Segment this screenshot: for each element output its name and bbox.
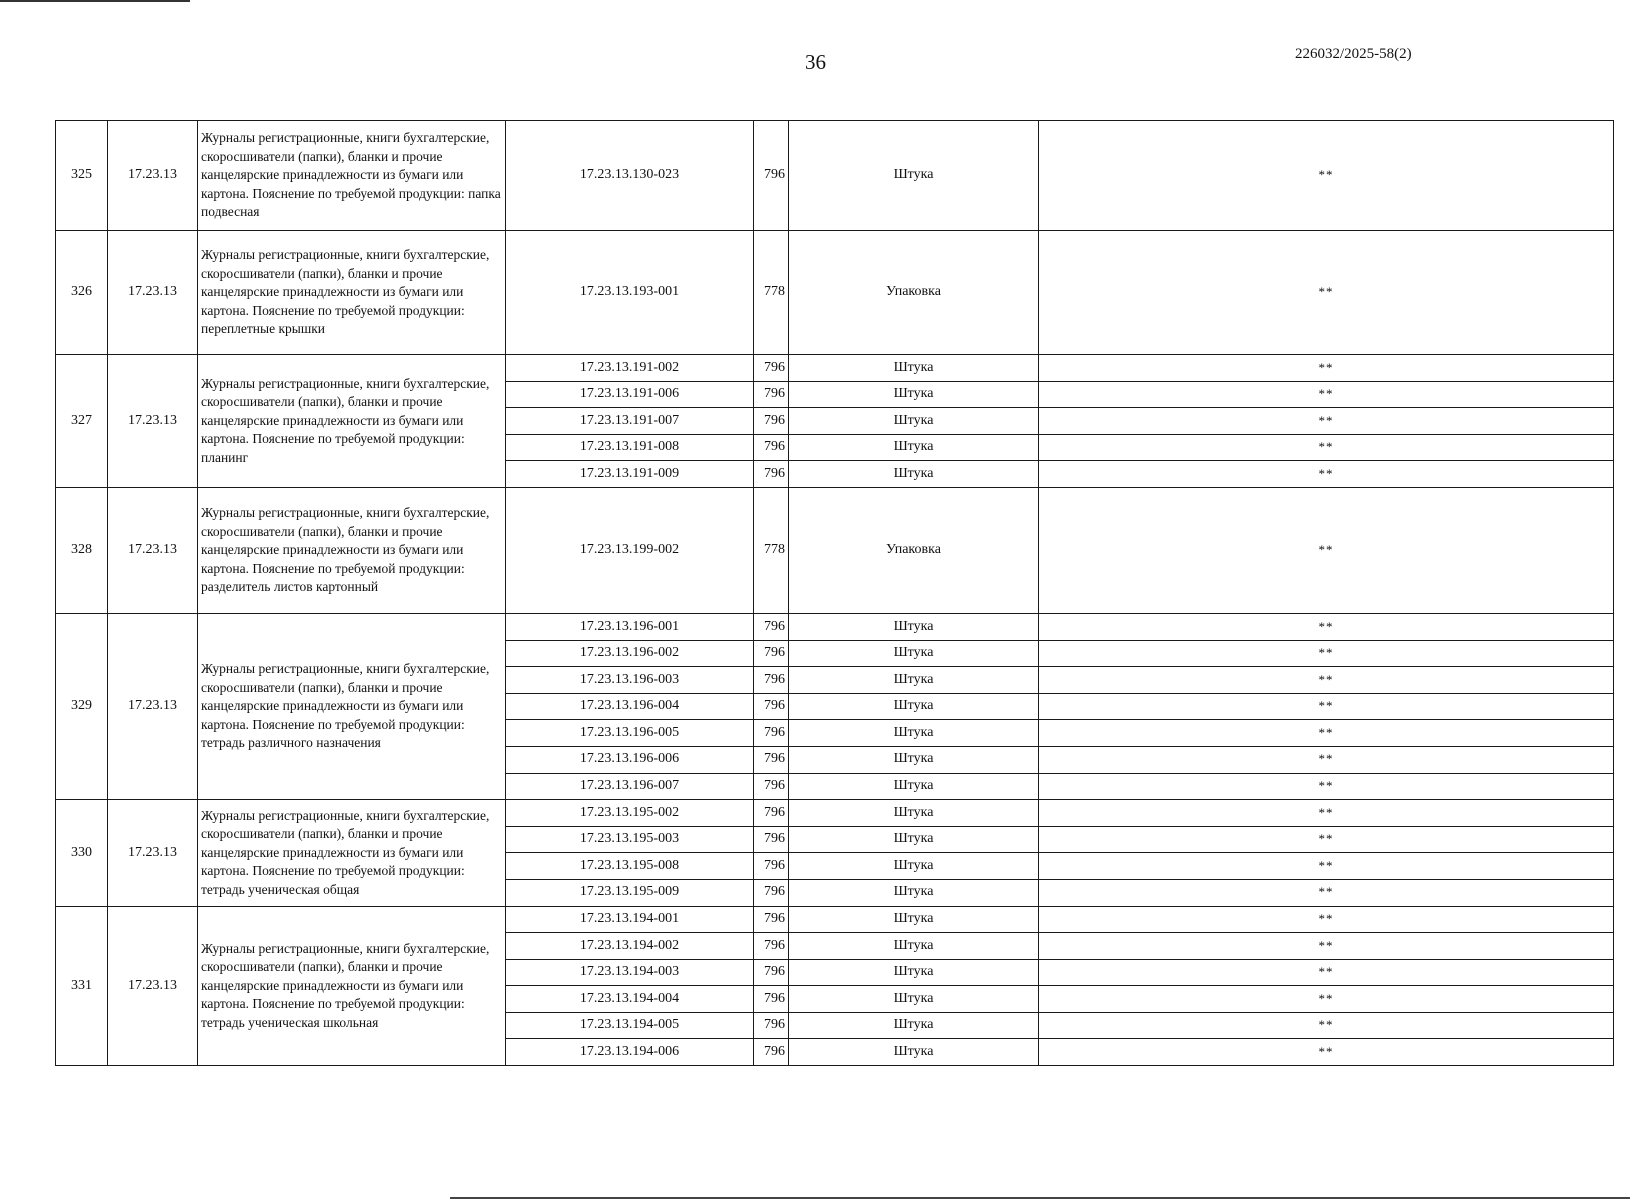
characteristics-cell: ** [1039, 906, 1614, 933]
unit-cell: Штука [789, 640, 1039, 667]
characteristics-cell: ** [1039, 1012, 1614, 1039]
okei-code-cell: 796 [754, 720, 789, 747]
characteristics-cell: ** [1039, 121, 1614, 231]
okei-code-cell: 796 [754, 773, 789, 800]
ktru-code-cell: 17.23.13.194-003 [506, 959, 754, 986]
description-cell: Журналы регистрационные, книги бухгалтерские, скоросшиватели (папки), бланки и прочие канцелярские принадлежности из бумаги или картона. Пояснение по требуемой продукции: тетрадь ученическая школьная [198, 906, 506, 1066]
characteristics-cell: ** [1039, 986, 1614, 1013]
table-row [56, 800, 1614, 827]
okei-code-cell: 796 [754, 408, 789, 435]
row-number-cell: 327 [56, 355, 108, 488]
unit-cell: Штука [789, 720, 1039, 747]
unit-cell: Штука [789, 826, 1039, 853]
registry-body [56, 121, 1614, 1066]
row-number-cell: 331 [56, 906, 108, 1066]
okei-code-cell: 796 [754, 461, 789, 488]
unit-cell: Штука [789, 933, 1039, 960]
okei-code-cell: 796 [754, 434, 789, 461]
characteristics-cell: ** [1039, 408, 1614, 435]
ktru-code-cell: 17.23.13.194-005 [506, 1012, 754, 1039]
unit-cell: Упаковка [789, 487, 1039, 613]
okei-code-cell: 796 [754, 1012, 789, 1039]
okpd-code-cell: 17.23.13 [108, 487, 198, 613]
ktru-code-cell: 17.23.13.196-001 [506, 613, 754, 640]
description-cell: Журналы регистрационные, книги бухгалтерские, скоросшиватели (папки), бланки и прочие канцелярские принадлежности из бумаги или картона. Пояснение по требуемой продукции: переплетные крышки [198, 231, 506, 355]
okei-code-cell: 778 [754, 487, 789, 613]
description-cell: Журналы регистрационные, книги бухгалтерские, скоросшиватели (папки), бланки и прочие канцелярские принадлежности из бумаги или картона. Пояснение по требуемой продукции: тетрадь ученическая общая [198, 800, 506, 906]
characteristics-cell: ** [1039, 800, 1614, 827]
ktru-code-cell: 17.23.13.194-002 [506, 933, 754, 960]
okpd-code-cell: 17.23.13 [108, 613, 198, 799]
okei-code-cell: 796 [754, 121, 789, 231]
characteristics-cell: ** [1039, 640, 1614, 667]
row-number-cell: 325 [56, 121, 108, 231]
unit-cell: Штука [789, 121, 1039, 231]
description-cell: Журналы регистрационные, книги бухгалтерские, скоросшиватели (папки), бланки и прочие канцелярские принадлежности из бумаги или картона. Пояснение по требуемой продукции: тетрадь различного назначения [198, 613, 506, 799]
okei-code-cell: 796 [754, 826, 789, 853]
okei-code-cell: 778 [754, 231, 789, 355]
unit-cell: Штука [789, 1012, 1039, 1039]
ktru-code-cell: 17.23.13.199-002 [506, 487, 754, 613]
unit-cell: Штука [789, 959, 1039, 986]
description-cell: Журналы регистрационные, книги бухгалтерские, скоросшиватели (папки), бланки и прочие канцелярские принадлежности из бумаги или картона. Пояснение по требуемой продукции: папка подвесная [198, 121, 506, 231]
characteristics-cell: ** [1039, 826, 1614, 853]
characteristics-cell: ** [1039, 1039, 1614, 1066]
ktru-code-cell: 17.23.13.196-004 [506, 693, 754, 720]
table-row [56, 355, 1614, 382]
unit-cell: Штука [789, 381, 1039, 408]
table-row [56, 613, 1614, 640]
ktru-code-cell: 17.23.13.195-009 [506, 879, 754, 906]
okpd-code-cell: 17.23.13 [108, 121, 198, 231]
okei-code-cell: 796 [754, 933, 789, 960]
characteristics-cell: ** [1039, 231, 1614, 355]
unit-cell: Штука [789, 434, 1039, 461]
characteristics-cell: ** [1039, 487, 1614, 613]
unit-cell: Штука [789, 879, 1039, 906]
row-number-cell: 329 [56, 613, 108, 799]
ktru-code-cell: 17.23.13.194-004 [506, 986, 754, 1013]
table-row [56, 231, 1614, 355]
okpd-code-cell: 17.23.13 [108, 906, 198, 1066]
characteristics-cell: ** [1039, 933, 1614, 960]
okei-code-cell: 796 [754, 667, 789, 694]
description-cell: Журналы регистрационные, книги бухгалтерские, скоросшиватели (папки), бланки и прочие канцелярские принадлежности из бумаги или картона. Пояснение по требуемой продукции: планинг [198, 355, 506, 488]
okpd-code-cell: 17.23.13 [108, 355, 198, 488]
row-number-cell: 328 [56, 487, 108, 613]
characteristics-cell: ** [1039, 773, 1614, 800]
table-row [56, 906, 1614, 933]
ktru-code-cell: 17.23.13.191-006 [506, 381, 754, 408]
ktru-code-cell: 17.23.13.195-002 [506, 800, 754, 827]
ktru-code-cell: 17.23.13.191-002 [506, 355, 754, 382]
unit-cell: Штука [789, 1039, 1039, 1066]
ktru-code-cell: 17.23.13.195-008 [506, 853, 754, 880]
characteristics-cell: ** [1039, 613, 1614, 640]
row-number-cell: 326 [56, 231, 108, 355]
row-number-cell: 330 [56, 800, 108, 906]
ktru-code-cell: 17.23.13.193-001 [506, 231, 754, 355]
characteristics-cell: ** [1039, 959, 1614, 986]
page-number: 36 [805, 50, 826, 74]
ktru-code-cell: 17.23.13.196-005 [506, 720, 754, 747]
okpd-code-cell: 17.23.13 [108, 231, 198, 355]
characteristics-cell: ** [1039, 434, 1614, 461]
characteristics-cell: ** [1039, 853, 1614, 880]
ktru-code-cell: 17.23.13.196-002 [506, 640, 754, 667]
characteristics-cell: ** [1039, 879, 1614, 906]
okei-code-cell: 796 [754, 1039, 789, 1066]
characteristics-cell: ** [1039, 720, 1614, 747]
okei-code-cell: 796 [754, 986, 789, 1013]
okei-code-cell: 796 [754, 906, 789, 933]
ktru-code-cell: 17.23.13.191-008 [506, 434, 754, 461]
unit-cell: Штука [789, 408, 1039, 435]
okei-code-cell: 796 [754, 613, 789, 640]
characteristics-cell: ** [1039, 667, 1614, 694]
ktru-code-cell: 17.23.13.130-023 [506, 121, 754, 231]
okei-code-cell: 796 [754, 853, 789, 880]
unit-cell: Штука [789, 800, 1039, 827]
unit-cell: Штука [789, 986, 1039, 1013]
okpd-code-cell: 17.23.13 [108, 800, 198, 906]
unit-cell: Штука [789, 906, 1039, 933]
table-row [56, 487, 1614, 613]
document-reference: 226032/2025-58(2) [1295, 46, 1412, 62]
characteristics-cell: ** [1039, 381, 1614, 408]
unit-cell: Штука [789, 355, 1039, 382]
unit-cell: Штука [789, 461, 1039, 488]
ktru-code-cell: 17.23.13.194-001 [506, 906, 754, 933]
unit-cell: Штука [789, 693, 1039, 720]
ktru-code-cell: 17.23.13.196-007 [506, 773, 754, 800]
scan-artifact-top [0, 0, 190, 2]
ktru-code-cell: 17.23.13.196-003 [506, 667, 754, 694]
unit-cell: Упаковка [789, 231, 1039, 355]
unit-cell: Штука [789, 773, 1039, 800]
ktru-code-cell: 17.23.13.196-006 [506, 746, 754, 773]
okei-code-cell: 796 [754, 959, 789, 986]
okei-code-cell: 796 [754, 879, 789, 906]
ktru-code-cell: 17.23.13.191-007 [506, 408, 754, 435]
okei-code-cell: 796 [754, 640, 789, 667]
unit-cell: Штука [789, 613, 1039, 640]
ktru-code-cell: 17.23.13.194-006 [506, 1039, 754, 1066]
characteristics-cell: ** [1039, 746, 1614, 773]
okei-code-cell: 796 [754, 800, 789, 827]
characteristics-cell: ** [1039, 355, 1614, 382]
table-row [56, 121, 1614, 231]
description-cell: Журналы регистрационные, книги бухгалтерские, скоросшиватели (папки), бланки и прочие канцелярские принадлежности из бумаги или картона. Пояснение по требуемой продукции: разделитель листов картонный [198, 487, 506, 613]
okei-code-cell: 796 [754, 355, 789, 382]
okei-code-cell: 796 [754, 693, 789, 720]
okei-code-cell: 796 [754, 746, 789, 773]
unit-cell: Штука [789, 853, 1039, 880]
okei-code-cell: 796 [754, 381, 789, 408]
unit-cell: Штука [789, 746, 1039, 773]
product-registry-table [55, 120, 1614, 1066]
scan-artifact-bottom [450, 1197, 1630, 1199]
characteristics-cell: ** [1039, 461, 1614, 488]
ktru-code-cell: 17.23.13.195-003 [506, 826, 754, 853]
ktru-code-cell: 17.23.13.191-009 [506, 461, 754, 488]
unit-cell: Штука [789, 667, 1039, 694]
characteristics-cell: ** [1039, 693, 1614, 720]
